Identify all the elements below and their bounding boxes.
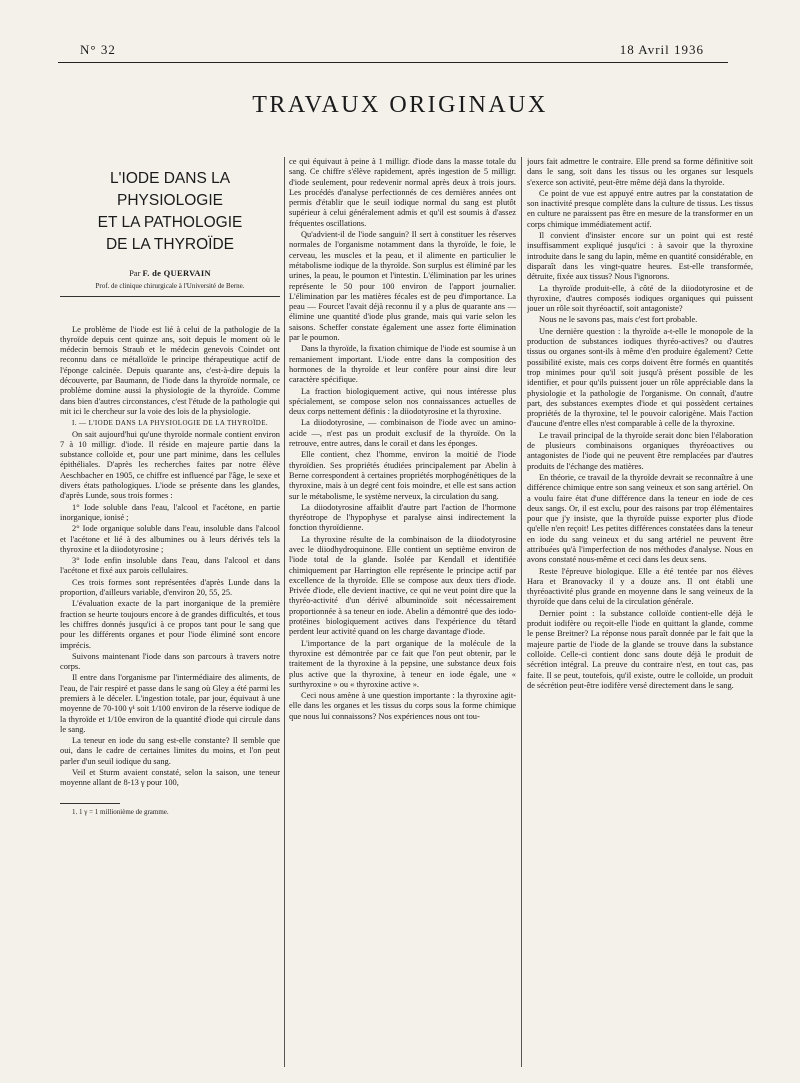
issue-number: N° 32 [80, 42, 116, 57]
paragraph: L'importance de la part organique de la molécule de la thyroxine est démontrée par ce fait que l'on peut obtenir, par le traitement de la thyroxine à la pepsine, une substance deux fois plus active que la thyroxine, à teneur en iode égale, une « surthyroxine » ou « thyroxine active ». [289, 638, 516, 689]
column-3 [527, 157, 753, 1072]
article-title [60, 168, 280, 256]
byline-prefix: Par [129, 268, 141, 278]
paragraph: Dans la thyroïde, la fixation chimique de l'iode est soumise à un remaniement important. L'iode entre dans la composition des hormones de la thyroïde et leur confère pour ainsi dire leur caractère spécifique. [289, 344, 516, 385]
column-divider [521, 157, 522, 1067]
header-rule [58, 62, 728, 63]
footnote-rule [60, 803, 120, 804]
paragraph: L'évaluation exacte de la part inorganique de la première fraction se heurte toujours encore à de grandes difficultés, et tous les chiffres donnés jusqu'ici à ce propos tant pour le sang que pour les différents organes et pour l'iode éliminé sont encore imprécis. [60, 599, 280, 650]
byline [60, 268, 280, 278]
paragraph: Il entre dans l'organisme par l'intermédiaire des aliments, de l'eau, de l'air respiré et passe dans le sang où Gley a été parmi les premiers à le déceler. L'ingestion totale, par jour, équivaut à une moyenne de 70-100 γ¹ soit 1/100 environ de la réserve iodique de la thyroïde et 1/10e environ de la quantité d'iode qui circule dans le sang. [60, 673, 280, 734]
paragraph: Nous ne le savons pas, mais c'est fort probable. [539, 315, 698, 325]
paragraph: La diiodotyrosine affaiblit d'autre part l'action de l'hormone thyréotrope de l'hypophyse et paralyse ainsi indirectement la fonction thyroïdienne. [289, 502, 516, 533]
article-title-line: ET LA PATHOLOGIE [97, 214, 243, 231]
paragraph: Dernier point : la substance colloïde contient-elle déjà le produit iodifère ou reçoit-elle l'iode en quittant la glande, comme le pense Breitner? La réponse nous paraît donnée par le fait que la majeure partie de l'iode de la glande se trouve dans la substance colloïde. Celle-ci contient donc sans doute déjà le produit de sécrétion intégral. La preuve du contraire n'est, en tout cas, pas faite. Il se peut, toutefois, qu'il existe, outre le colloïde, un produit de sécrétion peut-être iodifère versé directement dans le sang. [527, 608, 753, 690]
paragraph: La teneur en iode du sang est-elle constante? Il semble que oui, dans le cadre de certaines limites du moins, et l'on peut parler d'un seuil iodique du sang. [60, 736, 280, 766]
paragraph: Le travail principal de la thyroïde serait donc bien l'élaboration de plusieurs combinaisons organiques thyréoactives ou antagonistes de l'iode qui ne peuvent être remplacées par d'autres produits de l'échange des matières. [527, 430, 753, 471]
section-heading: I. — L'IODE DANS LA PHYSIOLOGIE DE LA THYROÏDE. [72, 419, 269, 428]
paragraph: Suivons maintenant l'iode dans son parcours à travers notre corps. [60, 651, 280, 672]
paragraph: ce qui équivaut à peine à 1 milligr. d'iode dans la masse totale du sang. Ce chiffre s'élève rapidement, après ingestion de 5 milligr. d'iode seulement, pour redevenir normal après deux à trois jours. Les procédés d'analyse perfectionnés de ces dernières années ont permis d'établir que le seuil iodique normal du sang est plutôt supérieur à celui généralement admis et qu'il est soumis à d'assez fréquentes oscillations. [289, 157, 516, 228]
issue-date: 18 Avril 1936 [619, 42, 704, 57]
paragraph: jours fait admettre le contraire. Elle prend sa forme définitive soit dans le sang, soit dans les tissus ou les organes sur lesquels s'exerce son activité, peut-être même déjà dans la thyroïde. [527, 157, 753, 187]
paragraph: 2° Iode organique soluble dans l'eau, insoluble dans l'alcool et l'acétone et lié à des albumines ou à leurs dérivés tels la thyroxine et la diiodotyrosine ; [60, 524, 280, 554]
paragraph: Ce point de vue est appuyé entre autres par la constatation de son inactivité presque complète dans la culture de tissus. Les tissus en culture ne paraissent pas être en mesure de la transformer en un corps chimique immédiatement actif. [527, 188, 753, 229]
paragraph: 3° Iode enfin insoluble dans l'eau, dans l'alcool et dans l'acétone et fixé aux parois cellulaires. [60, 556, 280, 576]
section-title: TRAVAUX ORIGINAUX [252, 92, 548, 118]
paragraph: Ceci nous amène à une question importante : la thyroxine agit-elle dans les organes et les tissus du corps sous la forme chimique que nous lui connaissons? Nos expériences nous ont tou- [289, 691, 516, 721]
paragraph: La fraction biologiquement active, qui nous intéresse plus spécialement, se compose selon nos connaissances actuelles de deux corps nettement définis : la diiodotyrosine et la thyroxine. [289, 386, 516, 417]
paragraph: On sait aujourd'hui qu'une thyroïde normale contient environ 7 à 10 milligr. d'iode. Il réside en majeure partie dans la substance colloïde et, pour une part minime, dans les cellules épithéliales. D'après les recherches faites par notre élève Aeschbacher en 1905, ce chiffre est influencé par l'âge, le sexe et divers états pathologiques. L'iode se présente dans les glandes, d'après Lunde, sous trois formes : [60, 429, 280, 501]
paragraph: Reste l'épreuve biologique. Elle a été tentée par nos élèves Hara et Branovacky il y a douze ans. Il ont établi une thyréoactivité plus grande en moyenne dans le sang veineux de la thyroïde que dans celui de la circulation générale. [527, 566, 753, 607]
column-2 [289, 157, 516, 1072]
paragraph: La thyroïde produit-elle, à côté de la diiodotyrosine et de thyroxine, d'autres composés iodiques organiques qui puissent jouer un rôle soit thyréoactif, soit antagoniste? [527, 283, 753, 314]
paragraph: Une dernière question : la thyroïde a-t-elle le monopole de la production de substances iodiques thyréo-actives? ou d'autres tissus ou organes sont-ils à même d'en produire également? Cette possibilité existe, mais ces corps doivent être formés en quantités trop minimes pour qu'il soit jusqu'à présent possible de les identifier, et pour qu'ils puissent jouer un rôle appréciable dans la physiologie et la pathologie de l'organisme. On connaît, d'autre part, des substances exemptes d'iode et qui possèdent certaines propriétés de la thyroxine, tel le pouvoir calorigène. Mais l'action d'aucune d'entre elles n'est comparable à celle de la thyroxine. [527, 326, 753, 429]
paragraph: Qu'advient-il de l'iode sanguin? Il sert à constituer les réserves normales de l'organisme notamment dans la thyroïde, le foie, le cerveau, les muscles et la peau, et il alimente en particulier le métabolisme iodique de la thyroïde. Son surplus est éliminé par les urines, la peau, le poumon et l'intestin. L'élimination par les urines représente le 50 pour 100 environ de l'apport journalier. L'élimination par les matières fécales est de peu d'importance. La peau — Fourcet l'avait déjà reconnu il y a plus de quarante ans — élimine une quantité d'iode plus grande, mais qui varie selon les saisons. Scheffer constate également une assez forte élimination par le poumon. [289, 230, 516, 343]
paragraph: La diiodotyrosine, — combinaison de l'iode avec un amino-acide —, n'est pas un produit exclusif de la thyroïde. On la retrouve, entre autres, dans le corail et dans les éponges. [289, 418, 516, 449]
footnote: 1. 1 γ = 1 millionième de gramme. [72, 807, 169, 816]
paragraph: En théorie, ce travail de la thyroïde devrait se reconnaître à une différence chimique entre son sang veineux et son sang artériel. On a voulu faire état d'une différence dans la teneur en iode de ces deux sangs. Or, il est exclu, pour des raisons par trop élémentaires pour que j'y insiste, que la thyroïde puisse exporter plus d'iode qu'elle n'en reçoit! Les petites différences constatées dans la teneur en iode du sang veineux et du sang artériel ne peuvent être attribuées qu'à l'imperfection de nos méthodes d'analyse. Nous en avons constaté nous-même et ceci dans les deux sens. [527, 472, 753, 565]
article-title-line: DE LA THYROÏDE [105, 236, 235, 253]
paragraph: Ces trois formes sont représentées d'après Lunde dans la proportion, d'ailleurs variable, d'environ 20, 55, 25. [60, 577, 280, 598]
column-divider [284, 157, 285, 1067]
byline-rule [60, 296, 280, 297]
paragraph: La thyroxine résulte de la combinaison de la diiodotyrosine avec le diiodhydroquinone. Elle contient un septième environ de l'iode total de la glande. Isolée par Kendall et identifiée chimiquement par Harrington elle représente le principe actif par excellence de la thyroïde. Elle se compose aux deux tiers d'iode. Privée d'iode, elle devient inactive, ce qui ne veut point dire que la thyréo-activité d'un dérivé albuminoïde soit nécessairement proportionnée à sa teneur en iode. Abelin a démontré que des iodo-protéines biologiquement actives dans l'expérience du têtard perdent leur activité quand on les charge davantage d'iode. [289, 534, 516, 637]
author-name: F. de QUERVAIN [142, 268, 211, 278]
paragraph: 1° Iode soluble dans l'eau, l'alcool et l'acétone, en partie inorganique, ionisé ; [60, 502, 280, 522]
paragraph: Veil et Sturm avaient constaté, selon la saison, une teneur moyenne allant de 8-13 γ pour 100, [60, 768, 280, 788]
column-1 [60, 168, 280, 1083]
paragraph: Elle contient, chez l'homme, environ la moitié de l'iode thyroïdien. Ses propriétés étudiées principalement par Abelin à Berne correspondent à certaines propriétés morphogénétiques de la thyroxine, mais à un degré cent fois moindre, et elle est sans action sur le métabolisme, le système nerveux, la circulation du sang. [289, 450, 516, 501]
paragraph: Le problème de l'iode est lié à celui de la pathologie de la thyroïde depuis cent quinze ans, soit depuis le moment où le médecin bernois Straub et le médecin genevois Coindet ont reconnu dans ce métalloïde le principe thérapeutique actif de l'éponge calcinée. Depuis quarante ans, c'est-à-dire depuis la découverte, par Baumann, de l'iode dans la thyroïde normale, ce problème domine aussi la physiologie de la thyroïde. Comme dans bien d'autres circonstances, c'est l'étude de la pathologie qui mit ici le chercheur sur la voie des lois de la physiologie. [60, 324, 280, 416]
author-affiliation: Prof. de clinique chirurgicale à l'Université de Berne. [95, 282, 245, 291]
paragraph: Il convient d'insister encore sur un point qui est resté insuffisamment expliqué jusqu'ici : à savoir que la thyroxine introduite dans le sang du lapin, même en quantité considérable, en disparaît dans les vingt-quatre heures. Est-elle transformée, détruite, fixée aux tissus? Nous l'ignorons. [527, 231, 753, 282]
article-title-line: L'IODE DANS LA PHYSIOLOGIE [109, 170, 231, 209]
